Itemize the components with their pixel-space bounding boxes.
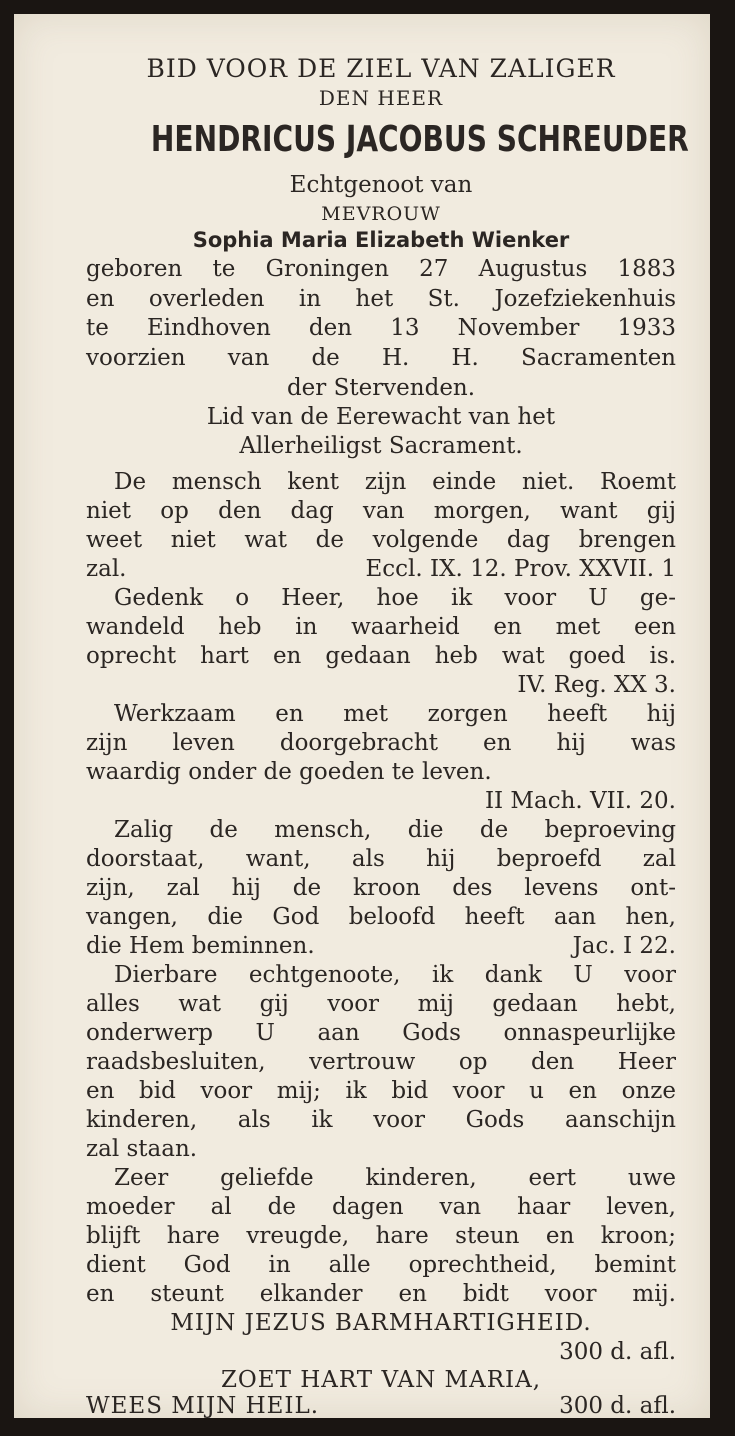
farewell-line: Dierbare echtgenoote, ik dank U voor — [114, 962, 676, 988]
card-text-column — [86, 14, 689, 1419]
prayer-line: MIJN JEZUS BARMHARTIGHEID. — [170, 1310, 592, 1336]
spouse-label: Echtgenoot van — [289, 172, 473, 198]
verse-line: zijn, zal hij de kroon des levens ont- — [86, 875, 676, 901]
bio-line: geboren te Groningen 27 Augustus 1883 — [86, 256, 676, 282]
verse-line: weet niet wat de volgende dag brengen — [86, 527, 676, 553]
lid-line: Allerheiligst Sacrament. — [239, 433, 523, 459]
den-heer-line: DEN HEER — [318, 86, 444, 110]
indulgence-note: 300 d. afl. — [559, 1339, 676, 1365]
scripture-reference: II Mach. VII. 20. — [484, 788, 676, 814]
mevrouw-line: MEVROUW — [321, 203, 441, 225]
indulgence-note: 300 d. afl. — [559, 1393, 676, 1419]
verse-line-end: zal. — [86, 556, 127, 582]
bio-line: te Eindhoven den 13 November 1933 — [86, 315, 676, 341]
scripture-reference: Eccl. IX. 12. Prov. XXVII. 1 — [365, 556, 676, 582]
verse-line: Zalig de mensch, die de beproeving — [114, 817, 676, 843]
verse-line: niet op den dag van morgen, want gij — [86, 498, 676, 524]
verse-reference-line — [86, 555, 676, 584]
scripture-reference: IV. Reg. XX 3. — [517, 672, 676, 698]
lid-line: Lid van de Eerewacht van het — [206, 404, 556, 430]
bio-line: en overleden in het St. Jozefziekenhuis — [86, 286, 676, 312]
scripture-reference: Jac. I 22. — [572, 933, 676, 959]
farewell-line: kinderen, als ik voor Gods aanschijn — [86, 1107, 676, 1133]
verse-line: wandeld heb in waarheid en met een — [86, 614, 676, 640]
header-line: BID VOOR DE ZIEL VAN ZALIGER — [146, 54, 616, 83]
children-line: moeder al de dagen van haar leven, — [86, 1194, 676, 1220]
verse-line: zijn leven doorgebracht en hij was — [86, 730, 676, 756]
farewell-line: zal staan. — [86, 1136, 198, 1162]
bio-line: der Stervenden. — [286, 375, 476, 401]
memorial-card — [14, 14, 710, 1418]
verse-line: Gedenk o Heer, hoe ik voor U ge- — [114, 585, 676, 611]
farewell-line: alles wat gij voor mij gedaan hebt, — [86, 991, 676, 1017]
bio-line: voorzien van de H. H. Sacramenten — [86, 345, 676, 371]
verse-line: doorstaat, want, als hij beproefd zal — [86, 846, 676, 872]
verse-reference-line — [86, 932, 676, 961]
prayer-line: WEES MIJN HEIL. — [86, 1393, 320, 1419]
farewell-line: onderwerp U aan Gods onnaspeurlijke — [86, 1020, 676, 1046]
farewell-line: raadsbesluiten, vertrouw op den Heer — [86, 1049, 676, 1075]
verse-line: waardig onder de goeden te leven. — [86, 759, 492, 785]
verse-line: De mensch kent zijn einde niet. Roemt — [114, 469, 676, 495]
verse-line: vangen, die God beloofd heeft aan hen, — [86, 904, 676, 930]
children-line: Zeer geliefde kinderen, eert uwe — [114, 1165, 676, 1191]
deceased-name: HENDRICUS JACOBUS SCHREUDER — [150, 119, 689, 160]
prayer-line: ZOET HART VAN MARIA, — [220, 1367, 542, 1393]
spouse-name: Sophia Maria Elizabeth Wienker — [192, 228, 570, 252]
prayer-final-line — [86, 1392, 676, 1421]
verse-line: oprecht hart en gedaan heb wat goed is. — [86, 643, 676, 669]
children-line: dient God in alle oprechtheid, bemint — [86, 1252, 676, 1278]
children-line: blijft hare vreugde, hare steun en kroon; — [86, 1223, 676, 1249]
children-line: en steunt elkander en bidt voor mij. — [86, 1281, 676, 1307]
verse-line-end: die Hem beminnen. — [86, 933, 315, 959]
verse-line: Werkzaam en met zorgen heeft hij — [114, 701, 676, 727]
farewell-line: en bid voor mij; ik bid voor u en onze — [86, 1078, 676, 1104]
